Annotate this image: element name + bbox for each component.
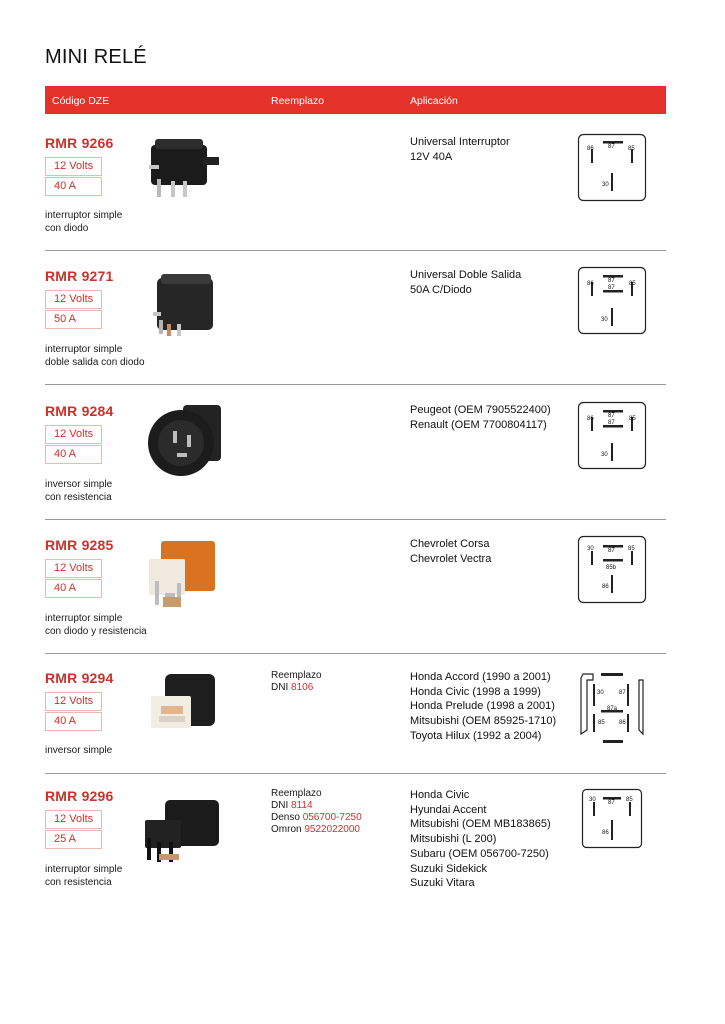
pin-label: 85	[628, 146, 635, 152]
pin-label: 30	[601, 452, 608, 458]
pin-label: 86	[602, 830, 609, 836]
pin-diagram	[577, 266, 647, 336]
product-description: interruptor simple con resistencia	[45, 864, 123, 888]
product-code: RMR 9294	[45, 670, 114, 686]
replacement-line: Omron 9522022000	[271, 824, 360, 835]
application-list: Peugeot (OEM 7905522400) Renault (OEM 7700804117)	[410, 404, 551, 431]
replacement-info: Reemplazo DNI 8114 Denso 056700-7250 Omron 9522022000	[271, 788, 362, 835]
pin-label: 87	[619, 690, 626, 696]
product-code: RMR 9296	[45, 788, 114, 804]
product-description: interruptor simple doble salida con diodo	[45, 344, 145, 368]
replacement-line: Denso 056700-7250	[271, 812, 362, 823]
application-list: Universal Doble Salida 50A C/Diodo	[410, 269, 522, 296]
header-replacement: Reemplazo	[271, 95, 325, 107]
pin-label: 85	[629, 416, 636, 422]
product-code: RMR 9266	[45, 135, 114, 151]
pin-diagram	[577, 133, 647, 203]
pin-label: 30	[589, 797, 596, 803]
pin-label: 87	[608, 413, 615, 419]
pin-label: 86	[602, 584, 609, 590]
amps-badge: 40 A	[45, 712, 102, 731]
relay-photo	[145, 670, 225, 746]
header-application: Aplicación	[410, 95, 458, 107]
header-code: Código DZE	[52, 95, 110, 107]
amps-badge: 50 A	[45, 310, 102, 329]
row-divider	[45, 519, 666, 520]
pin-diagram	[577, 670, 649, 750]
pin-label: 86	[587, 146, 594, 152]
volts-badge: 12 Volts	[45, 559, 102, 578]
product-description: interruptor simple con diodo	[45, 210, 123, 234]
relay-photo	[145, 272, 225, 342]
pin-label: 30	[587, 546, 594, 552]
pin-label: 86	[587, 281, 594, 287]
relay-photo	[143, 537, 223, 621]
application-list: Honda Accord (1990 a 2001) Honda Civic (1998 a 1999) Honda Prelude (1998 a 2001) Mitsubishi (OEM 85925-1710) Toyota Hilux (1992 a 2004)	[410, 671, 557, 742]
row-divider	[45, 384, 666, 385]
pin-label: 85	[598, 720, 605, 726]
amps-badge: 40 A	[45, 177, 102, 196]
application-list: Universal Interruptor 12V 40A	[410, 136, 510, 163]
pin-label: 87	[608, 285, 615, 291]
amps-badge: 25 A	[45, 830, 102, 849]
table-header	[45, 86, 666, 114]
pin-label: 87	[608, 548, 615, 554]
volts-badge: 12 Volts	[45, 157, 102, 176]
pin-diagram	[577, 535, 647, 605]
pin-label: 86	[587, 416, 594, 422]
pin-label: 87	[608, 278, 615, 284]
row-divider	[45, 653, 666, 654]
amps-badge: 40 A	[45, 579, 102, 598]
application-list: Chevrolet Corsa Chevrolet Vectra	[410, 538, 492, 565]
pin-diagram	[577, 401, 647, 471]
relay-photo	[145, 135, 225, 205]
product-code: RMR 9271	[45, 268, 114, 284]
pin-label: 85b	[606, 565, 617, 571]
relay-photo	[139, 794, 227, 870]
volts-badge: 12 Volts	[45, 810, 102, 829]
volts-badge: 12 Volts	[45, 290, 102, 309]
relay-photo	[143, 403, 227, 487]
pin-label: 87	[608, 800, 615, 806]
product-description: interruptor simple con diodo y resistencia	[45, 613, 147, 637]
amps-badge: 40 A	[45, 445, 102, 464]
pin-diagram	[581, 788, 643, 850]
product-code: RMR 9285	[45, 537, 114, 553]
pin-label: 30	[602, 182, 609, 188]
volts-badge: 12 Volts	[45, 692, 102, 711]
product-description: inversor simple con resistencia	[45, 479, 113, 503]
page-title: MINI RELÉ	[45, 46, 147, 68]
pin-label: 30	[601, 317, 608, 323]
replacement-line: DNI 8114	[271, 800, 313, 811]
pin-label: 30	[597, 690, 604, 696]
row-divider	[45, 773, 666, 774]
application-list: Honda Civic Hyundai Accent Mitsubishi (OEM MB183865) Mitsubishi (L 200) Subaru (OEM 056700-7250) Suzuki Sidekick Suzuki Vitara	[410, 789, 551, 890]
pin-label: 85	[628, 546, 635, 552]
replacement-line: DNI 8106	[271, 682, 314, 693]
row-divider	[45, 250, 666, 251]
product-code: RMR 9284	[45, 403, 114, 419]
volts-badge: 12 Volts	[45, 425, 102, 444]
pin-label: 86	[619, 720, 626, 726]
product-description: inversor simple	[45, 745, 113, 756]
pin-label: 85	[626, 797, 633, 803]
pin-label: 87	[608, 420, 615, 426]
pin-label: 85	[629, 281, 636, 287]
replacement-info: Reemplazo DNI 8106	[271, 670, 322, 693]
pin-label: 87	[608, 144, 615, 150]
pin-label: 87a	[607, 706, 618, 712]
